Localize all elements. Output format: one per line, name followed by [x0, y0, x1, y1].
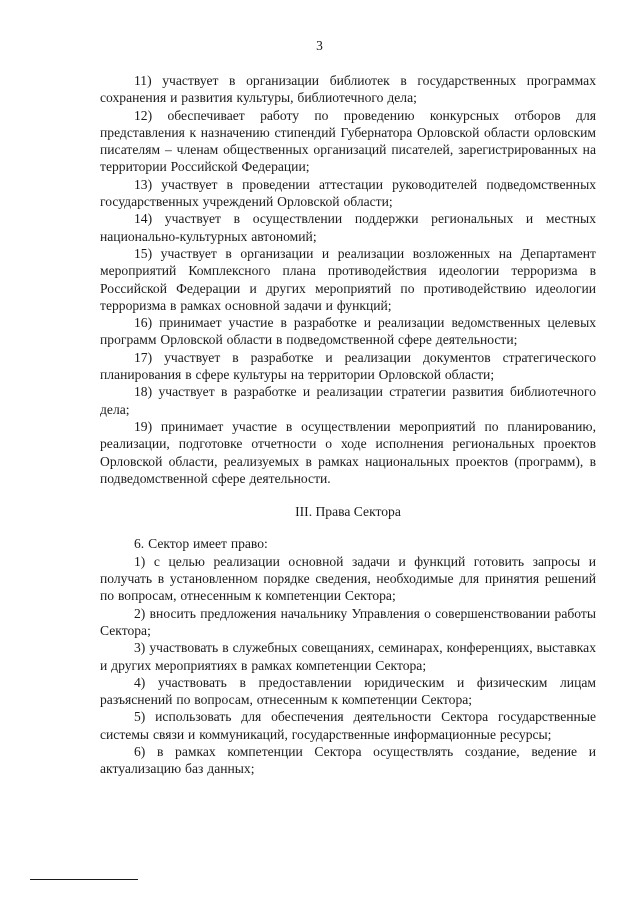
rights-item: 1) с целью реализации основной задачи и функций готовить запросы и получать в установленном порядке сведения, необходимые для принятия решений по вопросам, отнесенным к компетенции Сектора; [100, 553, 596, 604]
section-intro: 6. Сектор имеет право: [134, 536, 268, 552]
rights-item: 2) вносить предложения начальнику Управления о совершенствовании работы Сектора; [100, 605, 596, 638]
rights-item: 3) участвовать в служебных совещаниях, семинарах, конференциях, выставках и других мероприятиях в рамках компетенции Сектора; [100, 640, 596, 673]
list-item: 13) участвует в проведении аттестации руководителей подведомственных государственных учреждений Орловской области; [100, 176, 596, 210]
rights-item: 6) в рамках компетенции Сектора осуществлять создание, ведение и актуализацию баз данных; [100, 743, 596, 777]
list-item: 12) обеспечивает работу по проведению конкурсных отборов для представления к назначению стипендий Губернатора Орловской области орловским писателям – членам общественных организаций писателей, зарегистрированных на территории Российской Федерации; [100, 107, 596, 175]
list-item: 15) участвует в организации и реализации возложенных на Департамент мероприятий Комплексного плана противодействия идеологии терроризма в Российской Федерации и других мероприятий по противодействию идеологии терроризма в рамках основной задачи и функций; [100, 245, 596, 313]
list-item: 19) принимает участие в осуществлении мероприятий по планированию, реализации, подготовке отчетности о ходе исполнения региональных проектов Орловской области, реализуемых в рамках национальных проектов (программ), в подведомственной сфере деятельности. [100, 418, 596, 486]
list-item: 14) участвует в осуществлении поддержки региональных и местных национально-культурных автономий; [100, 211, 596, 244]
footnote-separator [30, 879, 138, 880]
list-item: 16) принимает участие в разработке и реализации ведомственных целевых программ Орловской области в подведомственной сфере деятельности; [100, 315, 596, 348]
section-heading: III. Права Сектора [295, 504, 401, 520]
list-item: 18) участвует в разработке и реализации стратегии развития библиотечного дела; [100, 384, 596, 417]
list-item: 11) участвует в организации библиотек в государственных программах сохранения и развития культуры, библиотечного дела; [100, 73, 596, 106]
rights-item: 4) участвовать в предоставлении юридическим и физическим лицам разъяснений по вопросам, отнесенным к компетенции Сектора; [100, 674, 596, 708]
list-item: 17) участвует в разработке и реализации документов стратегического планирования в сфере культуры на территории Орловской области; [100, 349, 596, 383]
page-number: 3 [316, 38, 323, 53]
body-text [100, 72, 596, 778]
rights-item: 5) использовать для обеспечения деятельности Сектора государственные системы связи и коммуникаций, государственные информационные ресурсы; [100, 709, 596, 742]
